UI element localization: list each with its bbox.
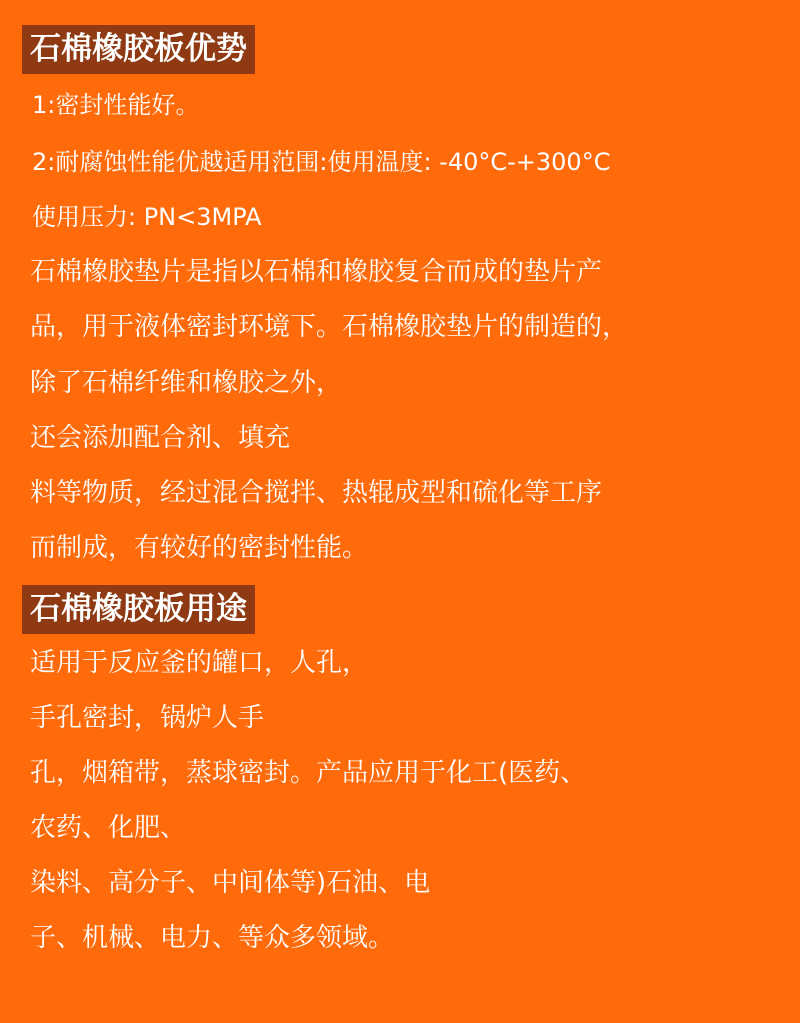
advantages-line-4: 石棉橡胶垫片是指以石棉和橡胶复合而成的垫片产 — [30, 257, 603, 287]
advantages-line-5: 品，用于液体密封环境下。石棉橡胶垫片的制造的， — [30, 312, 629, 342]
advantages-line-8: 料等物质，经过混合搅拌、热辊成型和硫化等工序 — [30, 478, 603, 508]
uses-line-6: 子、机械、电力、等众多领域。 — [30, 923, 395, 953]
uses-line-2: 手孔密封，锅炉人手 — [30, 703, 265, 733]
advantages-line-9: 而制成，有较好的密封性能。 — [30, 533, 369, 563]
advantages-line-2: 2:耐腐蚀性能优越适用范围:使用温度: -40°C-+300°C — [32, 148, 611, 176]
advantages-line-3: 使用压力: PN<3MPA — [32, 203, 262, 231]
uses-heading: 石棉橡胶板用途 — [22, 585, 255, 634]
uses-line-1: 适用于反应釜的罐口，人孔， — [30, 648, 369, 678]
uses-line-4: 农药、化肥、 — [30, 813, 187, 843]
advantages-line-1: 1:密封性能好。 — [32, 91, 200, 119]
advantages-heading: 石棉橡胶板优势 — [22, 25, 255, 74]
advantages-line-6: 除了石棉纤维和橡胶之外， — [30, 368, 343, 398]
uses-line-5: 染料、高分子、中间体等)石油、电 — [30, 868, 431, 898]
advantages-line-7: 还会添加配合剂、填充 — [30, 423, 291, 453]
uses-line-3: 孔，烟箱带，蒸球密封。产品应用于化工(医药、 — [30, 758, 587, 788]
